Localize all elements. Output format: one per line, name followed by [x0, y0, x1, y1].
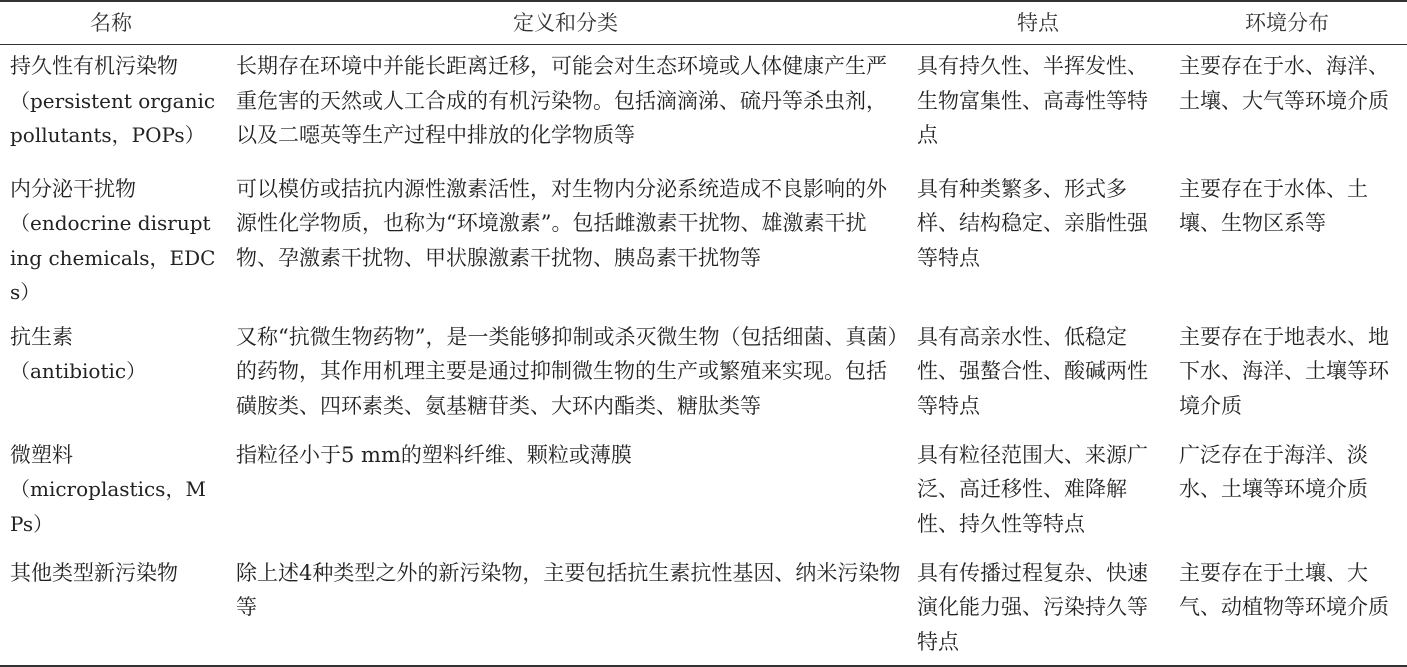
header-environment: 环境分布	[1167, 1, 1407, 45]
header-features: 特点	[909, 1, 1167, 45]
cell-environment: 主要存在于水、海洋、土壤、大气等环境介质	[1179, 54, 1389, 113]
cell-name	[0, 45, 222, 168]
header-row	[0, 1, 1407, 45]
name-chinese: 持久性有机污染物	[10, 54, 178, 78]
cell-features: 具有种类繁多、形式多样、结构稳定、亲脂性强等特点	[917, 176, 1148, 270]
cell-features: 具有高亲水性、低稳定性、强螯合性、酸碱两性等特点	[917, 324, 1148, 418]
cell-environment: 主要存在于水体、土壤、生物区系等	[1179, 176, 1368, 235]
cell-name	[0, 168, 222, 316]
name-english: （endocrine disrupting chemicals，EDCs）	[10, 211, 216, 304]
table-row-antibiotic	[0, 316, 1407, 434]
cell-features: 具有粒径范围大、来源广泛、高迁移性、难降解性、持久性等特点	[917, 442, 1148, 536]
name-english: （persistent organic pollutants，POPs）	[10, 88, 216, 147]
cell-definition: 可以模仿或拮抗内源性激素活性，对生物内分泌系统造成不良影响的外源性化学物质，也称为“环境激素”。包括雌激素干扰物、雄激素干扰物、孕激素干扰物、甲状腺激素干扰物、胰岛素干扰物等	[236, 176, 887, 270]
header-name: 名称	[0, 1, 222, 45]
name-chinese: 抗生素	[10, 324, 73, 349]
name-english: （microplastics，MPs）	[10, 477, 206, 536]
cell-environment: 主要存在于土壤、大气、动植物等环境介质	[1167, 552, 1407, 667]
table-row-pops	[0, 45, 1407, 168]
cell-definition: 指粒径小于5 mm的塑料纤维、颗粒或薄膜	[236, 442, 632, 467]
name-chinese: 其他类型新污染物	[10, 560, 178, 585]
name-english: （antibiotic）	[10, 359, 147, 383]
table-row-other	[0, 552, 1407, 667]
cell-features: 具有传播过程复杂、快速演化能力强、污染持久等特点	[909, 552, 1167, 667]
cell-definition: 长期存在环境中并能长距离迁移，可能会对生态环境或人体健康产生严重危害的天然或人工合成的有机污染物。包括滴滴涕、硫丹等杀虫剂，以及二噁英等生产过程中排放的化学物质等	[236, 54, 887, 147]
cell-name	[0, 434, 222, 552]
cell-definition: 除上述4种类型之外的新污染物，主要包括抗生素抗性基因、纳米污染物等	[222, 552, 909, 667]
name-chinese: 内分泌干扰物	[10, 176, 136, 201]
cell-environment: 广泛存在于海洋、淡水、土壤等环境介质	[1179, 442, 1368, 501]
table-row-microplastics	[0, 434, 1407, 552]
table-body	[0, 45, 1407, 667]
table-header	[0, 1, 1407, 45]
name-chinese: 微塑料	[10, 442, 73, 467]
cell-environment: 主要存在于地表水、地下水、海洋、土壤等环境介质	[1179, 324, 1389, 418]
table-row-edcs	[0, 168, 1407, 316]
cell-definition: 又称“抗微生物药物”，是一类能够抑制或杀灭微生物（包括细菌、真菌）的药物，其作用机理主要是通过抑制微生物的生产或繁殖来实现。包括磺胺类、四环素类、氨基糖苷类、大环内酯类、糖肽类等	[236, 324, 898, 418]
header-definition: 定义和分类	[222, 1, 909, 45]
cell-name	[0, 552, 222, 667]
cell-name	[0, 316, 222, 434]
cell-features: 具有持久性、半挥发性、生物富集性、高毒性等特点	[917, 54, 1148, 147]
